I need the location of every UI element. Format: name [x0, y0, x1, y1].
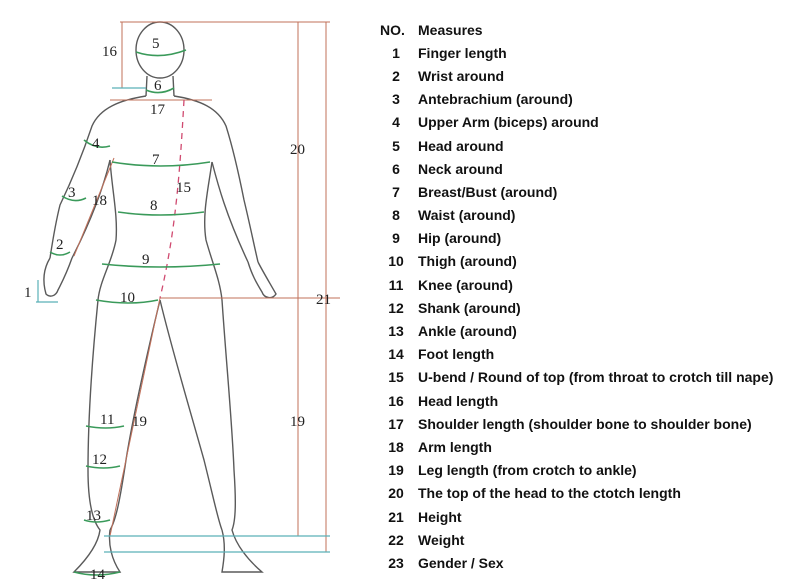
row-measure: Gender / Sex: [418, 554, 504, 571]
label-12: 12: [92, 452, 107, 468]
figure-labels: [24, 36, 331, 583]
right-hand: [248, 262, 276, 298]
row-number: 15: [388, 369, 404, 386]
row-measure: U-bend / Round of top (from throat to crotch till nape): [418, 369, 774, 386]
header-no: NO.: [380, 21, 405, 38]
table-row: [380, 111, 790, 134]
row-measure: Shank (around): [418, 299, 521, 316]
label-14: 14: [90, 567, 105, 583]
table-row: [380, 412, 790, 435]
table-row: [380, 227, 790, 250]
row-number: 20: [388, 485, 404, 502]
row-measure: Shoulder length (shoulder bone to shoulder bone): [418, 415, 752, 432]
row-number: 12: [388, 299, 404, 316]
row-number: 21: [388, 508, 404, 525]
left-hand: [44, 258, 72, 296]
body-measurement-figure: [0, 0, 375, 584]
label-13: 13: [86, 508, 101, 524]
table-header: [380, 18, 790, 41]
bust-girth: [112, 162, 210, 166]
row-number: 19: [388, 462, 404, 479]
row-measure: Neck around: [418, 160, 503, 177]
label-2: 2: [56, 237, 64, 253]
row-number: 13: [388, 323, 404, 340]
table-row: [380, 528, 790, 551]
label-6: 6: [154, 78, 162, 94]
row-number: 3: [392, 91, 400, 108]
u-bend-dashed-line: [160, 100, 184, 298]
label-9: 9: [142, 252, 150, 268]
head-outline: [136, 22, 184, 78]
row-number: 8: [392, 207, 400, 224]
row-number: 11: [388, 276, 404, 293]
table-row: [380, 319, 790, 342]
row-number: 22: [388, 531, 404, 548]
label-19-leg: 19: [132, 414, 147, 430]
row-measure: Breast/Bust (around): [418, 183, 558, 200]
table-row: [380, 88, 790, 111]
table-row: [380, 435, 790, 458]
row-number: 5: [392, 137, 400, 154]
table-row: [380, 41, 790, 64]
row-measure: The top of the head to the ctotch length: [418, 485, 681, 502]
row-measure: Weight: [418, 531, 465, 548]
label-11: 11: [100, 412, 115, 428]
row-number: 18: [388, 438, 404, 455]
table-row: [380, 157, 790, 180]
head-girth: [136, 50, 186, 56]
arms-inner: [72, 160, 248, 262]
row-number: 10: [388, 253, 404, 270]
row-measure: Ankle (around): [418, 323, 517, 340]
row-number: 17: [388, 415, 404, 432]
table-row: [380, 551, 790, 574]
table-row: [380, 366, 790, 389]
label-18: 18: [92, 193, 107, 209]
table-row: [380, 459, 790, 482]
table-row: [380, 250, 790, 273]
row-measure: Arm length: [418, 438, 492, 455]
table-row: [380, 296, 790, 319]
row-measure: Finger length: [418, 44, 507, 61]
waist-girth: [118, 212, 204, 215]
row-measure: Foot length: [418, 346, 495, 363]
label-17: 17: [150, 102, 165, 118]
label-16: 16: [102, 44, 117, 60]
row-measure: Head length: [418, 392, 499, 409]
label-3: 3: [68, 185, 76, 201]
table-rows: [380, 41, 790, 574]
row-number: 16: [388, 392, 404, 409]
row-measure: Leg length (from crotch to ankle): [418, 462, 637, 479]
row-number: 7: [392, 183, 400, 200]
torso-right: [205, 162, 222, 300]
table-row: [380, 389, 790, 412]
row-number: 9: [392, 230, 400, 247]
row-number: 14: [388, 346, 404, 363]
right-leg-inner: [160, 300, 222, 530]
row-measure: Height: [418, 508, 462, 525]
label-8: 8: [150, 198, 158, 214]
table-row: [380, 204, 790, 227]
table-row: [380, 273, 790, 296]
row-measure: Knee (around): [418, 276, 513, 293]
row-measure: Waist (around): [418, 207, 516, 224]
table-row: [380, 505, 790, 528]
girth-lines: [50, 50, 220, 575]
row-measure: Wrist around: [418, 67, 505, 84]
row-number: 2: [392, 67, 400, 84]
label-15: 15: [176, 180, 191, 196]
label-4: 4: [92, 136, 100, 152]
row-measure: Antebrachium (around): [418, 91, 573, 108]
right-leg-outer: [222, 300, 262, 572]
table-row: [380, 482, 790, 505]
measures-table: [380, 18, 790, 575]
label-20: 20: [290, 142, 305, 158]
label-1: 1: [24, 285, 32, 301]
table-row: [380, 134, 790, 157]
row-number: 23: [388, 554, 404, 571]
header-measures: Measures: [418, 21, 483, 38]
row-measure: Hip (around): [418, 230, 502, 247]
row-number: 1: [392, 44, 400, 61]
row-measure: Upper Arm (biceps) around: [418, 114, 599, 131]
row-number: 6: [392, 160, 400, 177]
hip-girth: [102, 264, 220, 267]
table-row: [380, 343, 790, 366]
row-number: 4: [392, 114, 400, 131]
label-5: 5: [152, 36, 160, 52]
table-row: [380, 180, 790, 203]
left-leg-outer: [74, 300, 120, 572]
row-measure: Head around: [418, 137, 504, 154]
label-7: 7: [152, 152, 160, 168]
torso-left: [98, 160, 116, 300]
label-21: 21: [316, 292, 331, 308]
label-10: 10: [120, 290, 135, 306]
table-row: [380, 64, 790, 87]
label-19-side: 19: [290, 414, 305, 430]
row-measure: Thigh (around): [418, 253, 517, 270]
